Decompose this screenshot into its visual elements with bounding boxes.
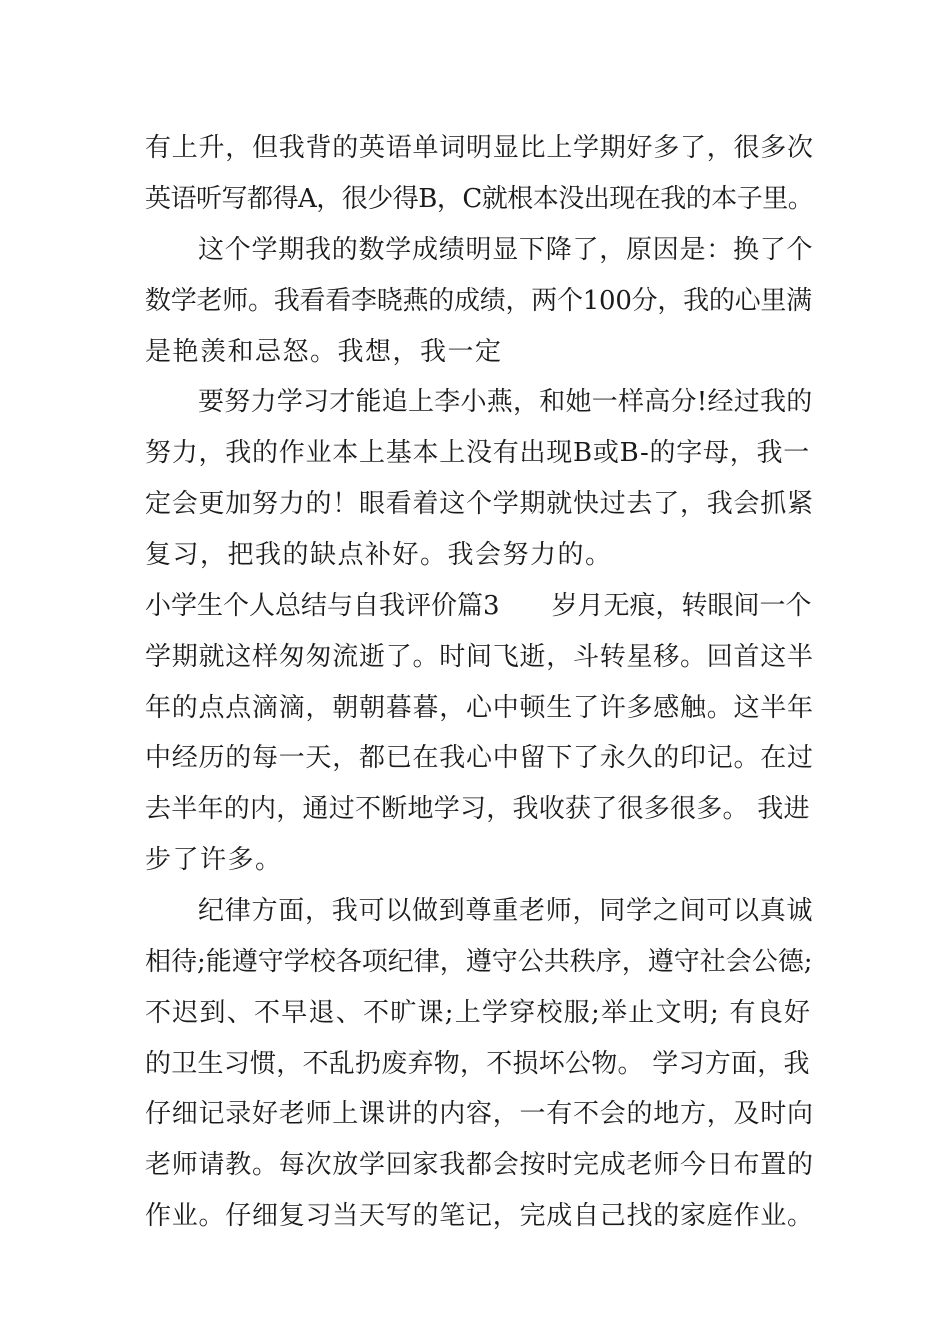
text-line: 仔细记录好老师上课讲的内容，一有不会的地方，及时向 <box>145 1099 814 1129</box>
text-line: 有上升，但我背的英语单词明显比上学期好多了，很多次 <box>145 133 814 163</box>
text-line: 相待;能遵守学校各项纪律，遵守公共秩序，遵守社会公德; <box>145 947 813 977</box>
paragraph-start-line: 纪律方面，我可以做到尊重老师，同学之间可以真诚 <box>198 896 814 926</box>
paragraph-start-line: 要努力学习才能追上李小燕，和她一样高分!经过我的 <box>198 387 813 417</box>
text-line: 作业。仔细复习当天写的笔记，完成自己找的家庭作业。 <box>145 1201 814 1231</box>
text-line: 去半年的内，通过不断地学习，我收获了很多很多。 我进 <box>145 794 810 824</box>
text-line: 不迟到、不早退、不旷课;上学穿校服;举止文明; 有良好 <box>145 998 812 1028</box>
text-line: 定会更加努力的！眼看着这个学期就快过去了，我会抓紧 <box>145 489 814 519</box>
section-heading-line: 小学生个人总结与自我评价篇3 岁月无痕，转眼间一个 <box>145 591 812 621</box>
text-line: 中经历的每一天，都已在我心中留下了永久的印记。在过 <box>145 743 814 773</box>
text-line: 是艳羡和忌怒。我想，我一定 <box>145 337 503 367</box>
text-line: 英语听写都得A，很少得B，C就根本没出现在我的本子里。 <box>145 184 814 214</box>
text-line: 老师请教。每次放学回家我都会按时完成老师今日布置的 <box>145 1150 814 1180</box>
text-line: 的卫生习惯，不乱扔废弃物，不损坏公物。 学习方面，我 <box>145 1049 810 1079</box>
text-line: 复习，把我的缺点补好。我会努力的。 <box>145 540 613 570</box>
text-line: 步了许多。 <box>145 845 283 875</box>
paragraph-start-line: 这个学期我的数学成绩明显下降了，原因是：换了个 <box>198 235 814 265</box>
text-line: 年的点点滴滴，朝朝暮暮，心中顿生了许多感触。这半年 <box>145 693 814 723</box>
text-line: 努力，我的作业本上基本上没有出现B或B-的字母，我一 <box>145 438 810 468</box>
text-line: 数学老师。我看看李晓燕的成绩，两个100分，我的心里满 <box>145 286 812 316</box>
text-line: 学期就这样匆匆流逝了。时间飞逝，斗转星移。回首这半 <box>145 642 814 672</box>
